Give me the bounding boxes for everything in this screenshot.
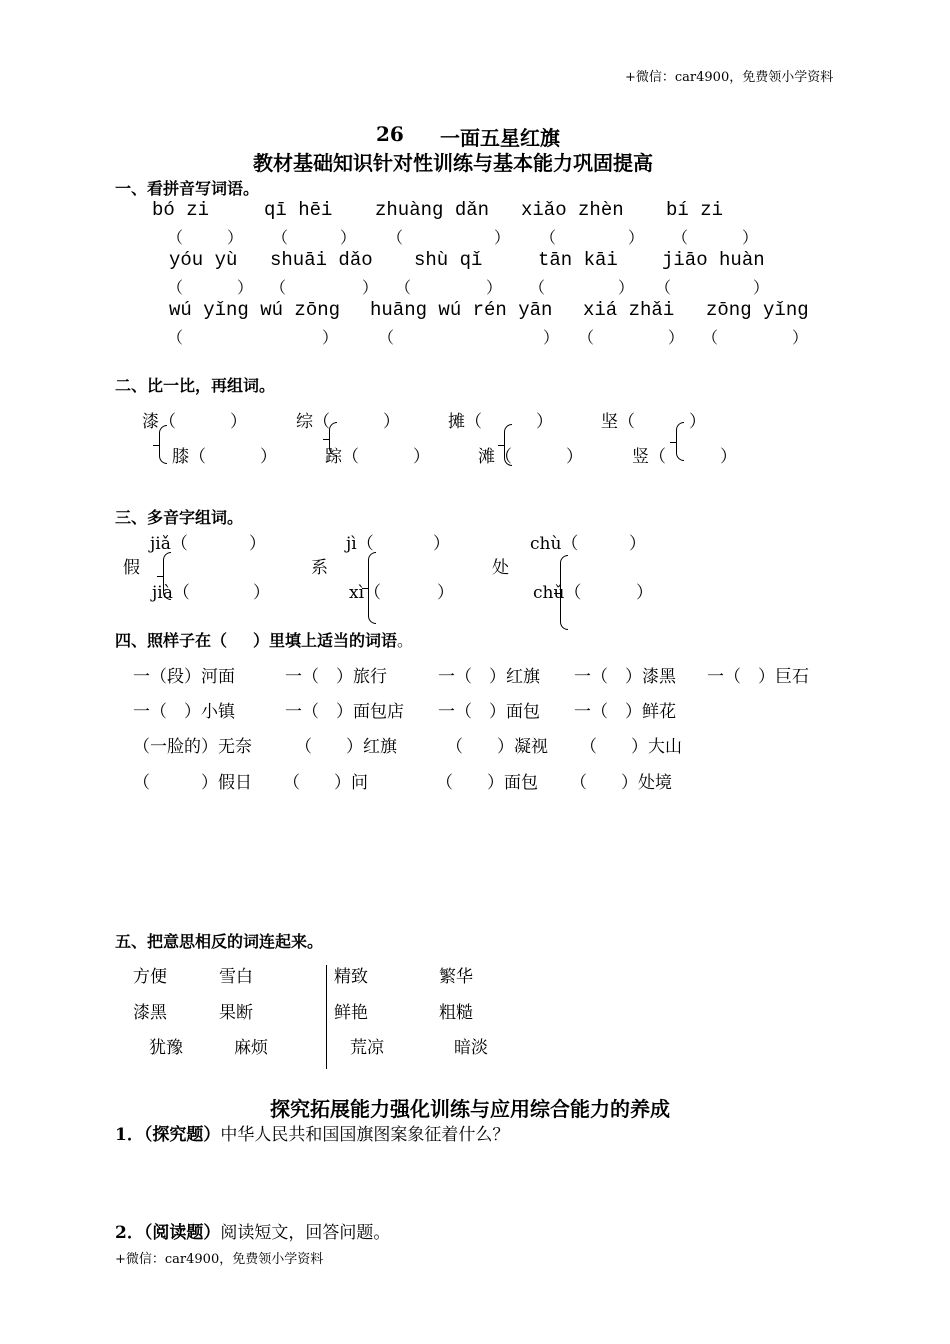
polyphone-char: 假 (123, 558, 140, 578)
word-left[interactable]: 果断 (219, 1003, 253, 1023)
brace-icon (159, 425, 167, 464)
divider-line (326, 965, 327, 1069)
answer-paren-close: ） (433, 534, 450, 554)
fill-phrase[interactable]: （ ）假日 (133, 773, 252, 793)
answer-paren-close: ） (230, 412, 247, 432)
footer-note: +微信：car4900，免费领小学资料 (115, 1252, 324, 1267)
pinyin: huāng wú rén yān (370, 299, 553, 321)
answer-paren-close: ） (486, 278, 503, 297)
brace-icon (368, 552, 376, 624)
word-right[interactable]: 精致 (334, 967, 368, 987)
answer-paren-close: ） (628, 228, 645, 247)
fill-phrase[interactable]: （ ）凝视 (446, 737, 548, 757)
answer-paren-open[interactable]: （ (167, 228, 184, 247)
answer-paren-close: ） (742, 228, 759, 247)
pinyin: tān kāi (538, 249, 618, 271)
fill-phrase[interactable]: 一（ ）鲜花 (574, 702, 676, 722)
fill-phrase[interactable]: 一（ ）旅行 (285, 667, 387, 687)
answer-paren-close: ） (629, 534, 646, 554)
answer-paren-close: ） (340, 228, 357, 247)
pinyin: bí zi (666, 199, 724, 221)
answer-paren-open[interactable]: （ (702, 328, 719, 347)
polyphone-top: jiǎ（ (150, 534, 188, 554)
compare-char-bottom: 竖（ (632, 447, 666, 467)
fill-phrase[interactable]: 一（ ）面包 (438, 702, 540, 722)
answer-paren-close: ） (237, 278, 254, 297)
answer-paren-close: ） (362, 278, 379, 297)
compare-char-top: 综（ (296, 412, 330, 432)
brace-icon (504, 424, 512, 466)
polyphone-char: 处 (492, 558, 509, 578)
question-2: 2．（阅读题）阅读短文，回答问题。 (115, 1223, 391, 1243)
answer-paren-open[interactable]: （ (578, 328, 595, 347)
answer-paren-close: ） (720, 447, 737, 467)
pinyin: xiá zhǎi (583, 299, 675, 321)
fill-phrase[interactable]: 一（ ）小镇 (133, 702, 235, 722)
word-right[interactable]: 鲜艳 (334, 1003, 368, 1023)
pinyin: bó zi (152, 199, 210, 221)
word-left[interactable]: 雪白 (219, 967, 253, 987)
fill-phrase[interactable]: （ ）红旗 (295, 737, 397, 757)
fill-phrase[interactable]: 一（ ）巨石 (707, 667, 809, 687)
answer-paren-open[interactable]: （ (167, 278, 184, 297)
brace-icon (676, 422, 684, 461)
answer-paren-close: ） (322, 328, 339, 347)
answer-paren-close: ） (437, 583, 454, 603)
compare-char-bottom: 踪（ (325, 447, 359, 467)
answer-paren-close: ） (543, 328, 560, 347)
word-right[interactable]: 荒凉 (350, 1038, 384, 1058)
answer-paren-close: ） (566, 447, 583, 467)
polyphone-bottom: jià（ (152, 583, 190, 603)
answer-paren-close: ） (260, 447, 277, 467)
polyphone-char: 系 (311, 558, 328, 578)
compare-char-top: 漆（ (142, 412, 176, 432)
compare-char-bottom: 膝（ (172, 447, 206, 467)
answer-paren-close: ） (792, 328, 809, 347)
answer-paren-close: ） (249, 534, 266, 554)
answer-paren-close: ） (383, 412, 400, 432)
lesson-number: 26 (376, 122, 404, 146)
fill-phrase: （一脸的）无奈 (133, 737, 252, 757)
fill-phrase[interactable]: （ ）面包 (436, 773, 538, 793)
answer-paren-close: ） (253, 583, 270, 603)
pinyin: xiǎo zhèn (521, 199, 624, 221)
word-right[interactable]: 暗淡 (454, 1038, 488, 1058)
pinyin: zhuàng dǎn (375, 199, 490, 221)
answer-paren-open[interactable]: （ (655, 278, 672, 297)
word-left[interactable]: 漆黑 (133, 1003, 167, 1023)
word-left[interactable]: 麻烦 (234, 1038, 268, 1058)
section2-heading: 二、比一比，再组词。 (115, 376, 276, 395)
part2-title: 探究拓展能力强化训练与应用综合能力的养成 (270, 1097, 670, 1121)
header-note: +微信：car4900，免费领小学资料 (625, 70, 834, 85)
answer-paren-open[interactable]: （ (272, 228, 289, 247)
lesson-title: 一面五星红旗 (440, 126, 560, 150)
polyphone-bottom: xì（ (349, 583, 382, 603)
answer-paren-close: ） (618, 278, 635, 297)
word-right[interactable]: 粗糙 (439, 1003, 473, 1023)
answer-paren-close: ） (636, 583, 653, 603)
answer-paren-open[interactable]: （ (395, 278, 412, 297)
section1-heading: 一、看拼音写词语。 (115, 179, 260, 198)
word-left[interactable]: 方便 (133, 967, 167, 987)
compare-char-bottom: 滩（ (478, 447, 512, 467)
word-left[interactable]: 犹豫 (149, 1038, 183, 1058)
answer-paren-close: ） (536, 412, 553, 432)
section4-heading: 四、照样子在（ ）里填上适当的词语。 (115, 631, 414, 650)
answer-paren-close: ） (494, 228, 511, 247)
section3-heading: 三、多音字组词。 (115, 508, 244, 527)
brace-icon (163, 552, 171, 600)
answer-paren-open[interactable]: （ (270, 278, 287, 297)
compare-char-top: 摊（ (448, 412, 482, 432)
pinyin: shuāi dǎo (270, 249, 373, 271)
answer-paren-close: ） (413, 447, 430, 467)
pinyin: shù qǐ (414, 249, 483, 271)
answer-paren-close: ） (689, 412, 706, 432)
fill-phrase[interactable]: 一（ ）漆黑 (574, 667, 676, 687)
answer-paren-open[interactable]: （ (387, 228, 404, 247)
answer-paren-open[interactable]: （ (167, 328, 184, 347)
answer-paren-open[interactable]: （ (529, 278, 546, 297)
fill-phrase[interactable]: 一（ ）红旗 (438, 667, 540, 687)
answer-paren-close: ） (227, 228, 244, 247)
brace-icon (560, 555, 568, 630)
answer-paren-close: ） (753, 278, 770, 297)
pinyin: yóu yù (169, 249, 238, 271)
answer-paren-open[interactable]: （ (540, 228, 557, 247)
pinyin: jiāo huàn (662, 249, 765, 271)
polyphone-bottom: chǔ（ (533, 583, 582, 603)
compare-char-top: 坚（ (601, 412, 635, 432)
answer-paren-close: ） (668, 328, 685, 347)
word-right[interactable]: 繁华 (439, 967, 473, 987)
answer-paren-open[interactable]: （ (378, 328, 395, 347)
section5-heading: 五、把意思相反的词连起来。 (115, 932, 324, 951)
answer-paren-open[interactable]: （ (672, 228, 689, 247)
pinyin: wú yǐng wú zōng (169, 299, 341, 321)
brace-icon (329, 422, 337, 456)
fill-phrase[interactable]: 一（ ）面包店 (285, 702, 404, 722)
pinyin: qī hēi (264, 199, 333, 221)
polyphone-top: jì（ (346, 534, 374, 554)
pinyin: zōng yǐng (706, 299, 809, 321)
fill-phrase[interactable]: （ ）处境 (570, 773, 672, 793)
polyphone-top: chù（ (530, 534, 579, 554)
fill-phrase[interactable]: （ ）大山 (580, 737, 682, 757)
lesson-subtitle: 教材基础知识针对性训练与基本能力巩固提高 (253, 151, 653, 175)
fill-phrase[interactable]: （ ）问 (283, 773, 368, 793)
question-1: 1．（探究题）中华人民共和国国旗图案象征着什么？ (115, 1125, 510, 1145)
fill-phrase: 一（段）河面 (133, 667, 235, 687)
